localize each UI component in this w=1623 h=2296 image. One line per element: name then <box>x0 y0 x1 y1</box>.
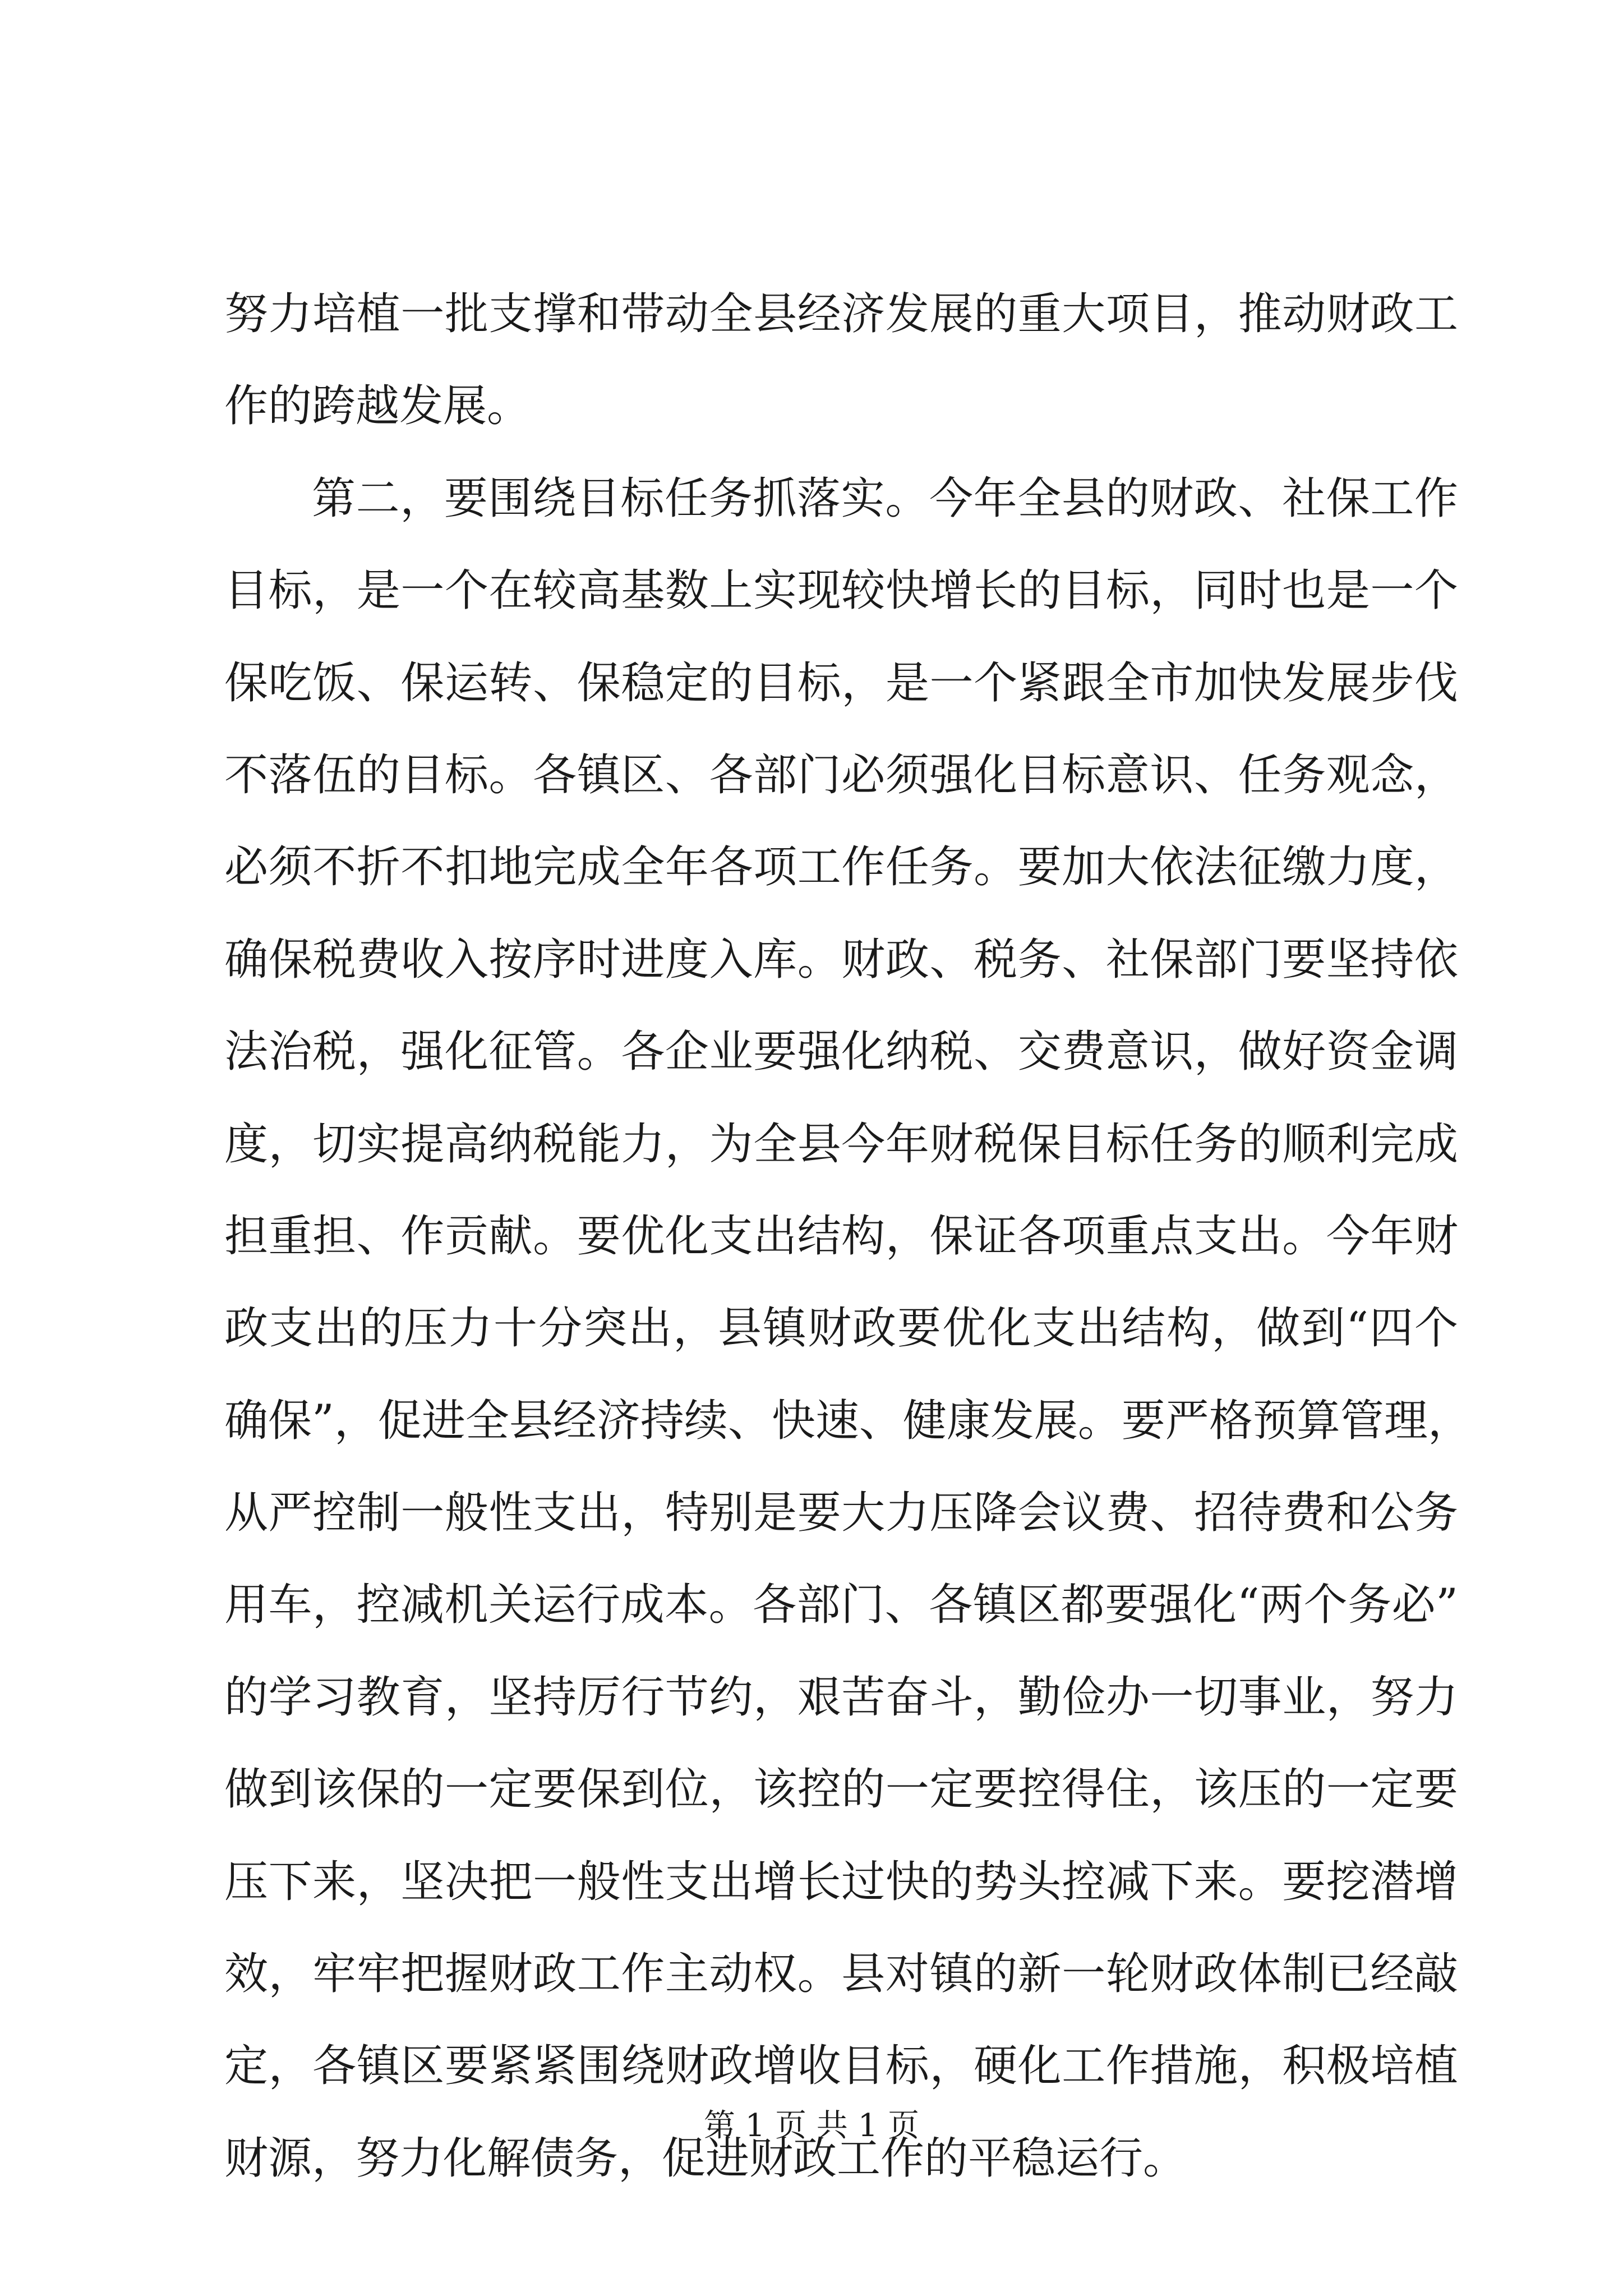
text-line: 度，切实提高纳税能力，为全县今年财税保目标任务的顺利完成 <box>224 1119 1458 1170</box>
text-line: 目标，是一个在较高基数上实现较快增长的目标，同时也是一个 <box>224 565 1458 616</box>
body-text <box>224 289 1472 2228</box>
text-line: 必须不折不扣地完成全年各项工作任务。要加大依法征缴力度， <box>224 842 1458 893</box>
text-line: 做到该保的一定要保到位，该控的一定要控得住，该压的一定要 <box>224 1764 1458 1815</box>
text-line: 定，各镇区要紧紧围绕财政增收目标，硬化工作措施，积极培植 <box>224 2041 1458 2092</box>
text-line: 政支出的压力十分突出，县镇财政要优化支出结构，做到“四个 <box>224 1303 1458 1354</box>
text-line: 效，牢牢把握财政工作主动权。县对镇的新一轮财政体制已经敲 <box>224 1949 1458 2000</box>
text-line: 担重担、作贡献。要优化支出结构，保证各项重点支出。今年财 <box>224 1211 1458 1262</box>
text-line: 法治税，强化征管。各企业要强化纳税、交费意识，做好资金调 <box>224 1027 1458 1078</box>
text-line: 确保税费收入按序时进度入库。财政、税务、社保部门要坚持依 <box>224 934 1458 985</box>
text-line: 的学习教育，坚持厉行节约，艰苦奋斗，勤俭办一切事业，努力 <box>224 1672 1458 1723</box>
text-line: 作的跨越发展。 <box>224 381 531 432</box>
text-line: 努力培植一批支撑和带动全县经济发展的重大项目，推动财政工 <box>224 289 1458 339</box>
text-line: 保吃饭、保运转、保稳定的目标，是一个紧跟全市加快发展步伐 <box>224 657 1458 708</box>
paragraph-first-line: 第二，要围绕目标任务抓落实。今年全县的财政、社保工作 <box>312 473 1458 524</box>
text-line: 不落伍的目标。各镇区、各部门必须强化目标意识、任务观念， <box>224 749 1458 800</box>
text-line: 确保”，促进全县经济持续、快速、健康发展。要严格预算管理， <box>224 1395 1472 1446</box>
text-line: 用车，控减机关运行成本。各部门、各镇区都要强化“两个务必” <box>224 1580 1458 1631</box>
text-line: 财源，努力化解债务，促进财政工作的平稳运行。 <box>224 2133 1187 2184</box>
page-footer: 第 1 页 共 1 页 <box>703 2108 920 2144</box>
text-line: 从严控制一般性支出，特别是要大力压降会议费、招待费和公务 <box>224 1488 1458 1539</box>
text-line: 压下来，坚决把一般性支出增长过快的势头控减下来。要挖潜增 <box>224 1856 1458 1907</box>
